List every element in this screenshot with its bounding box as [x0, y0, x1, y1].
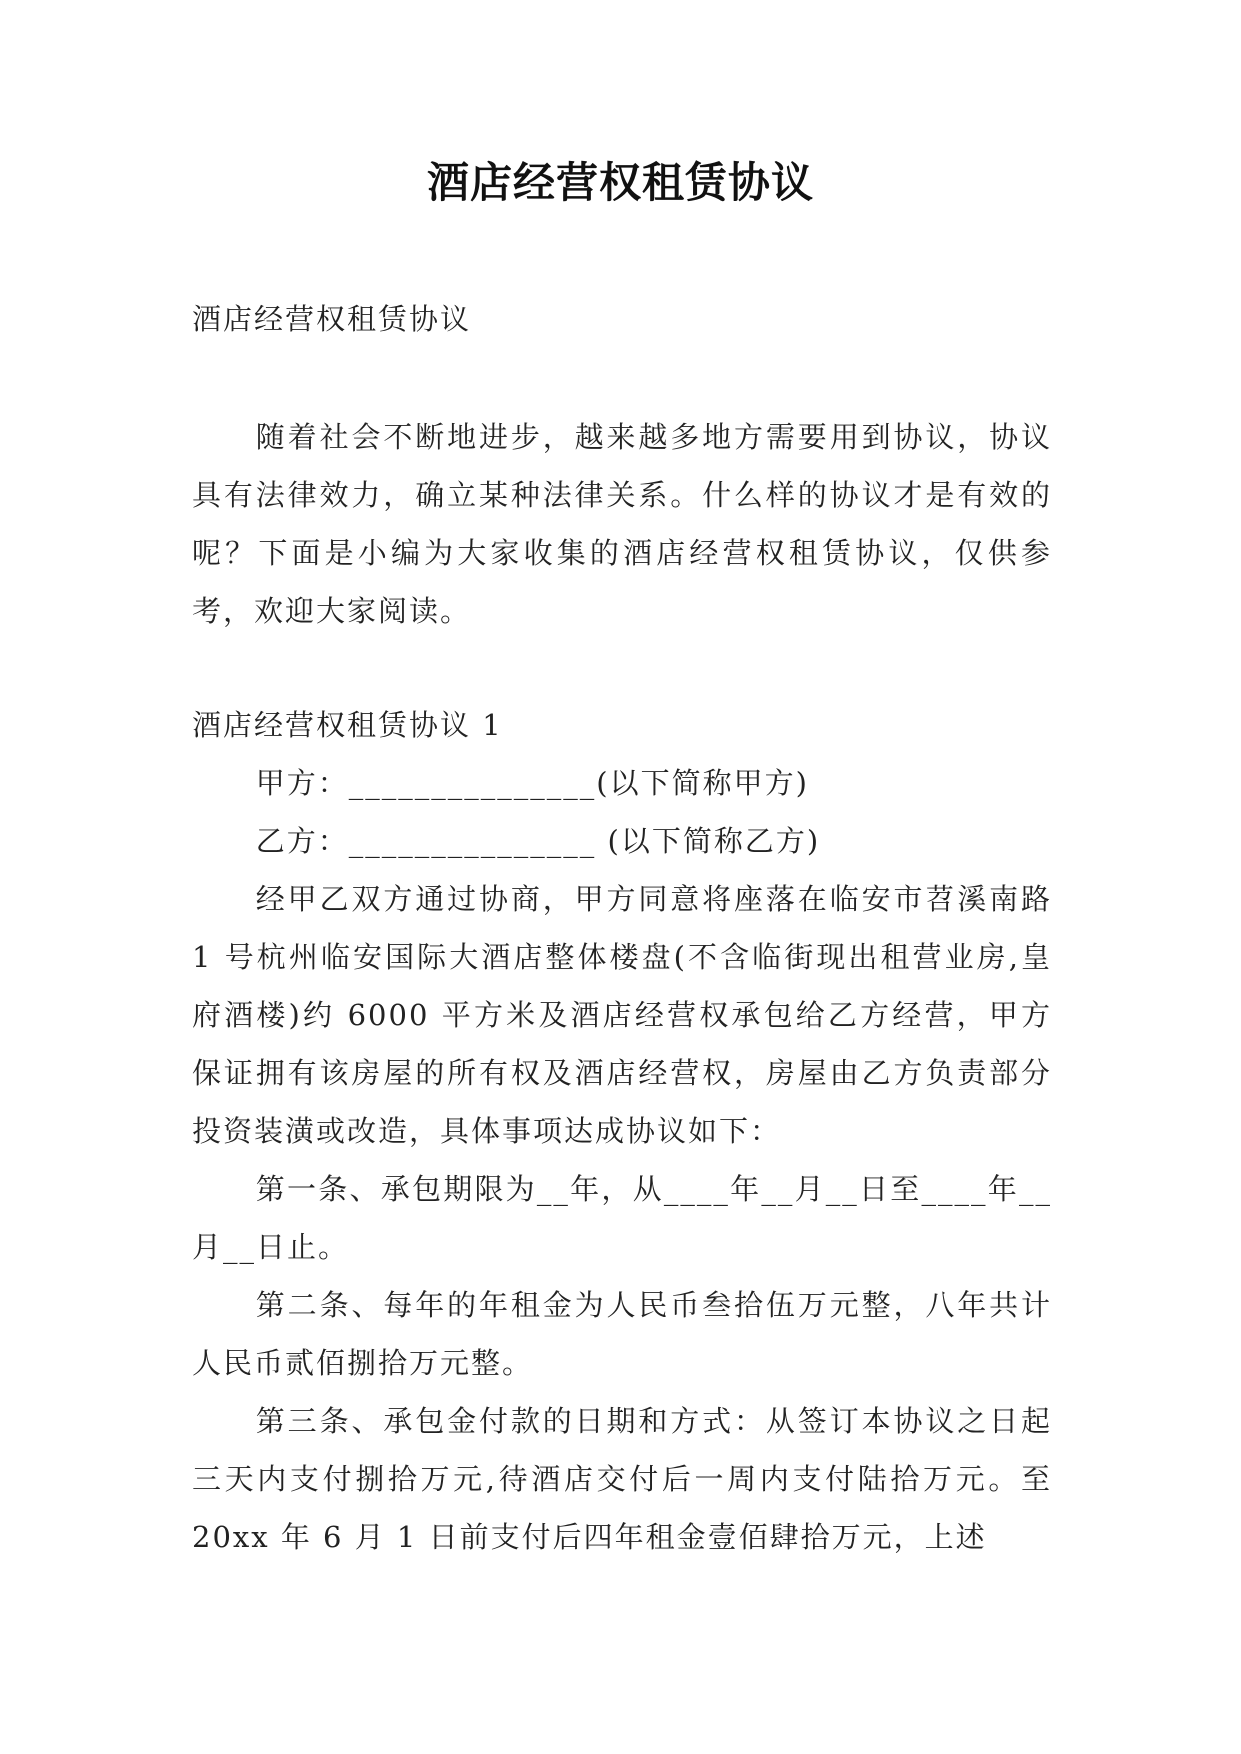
clause-intro-paragraph: 经甲乙双方通过协商，甲方同意将座落在临安市苕溪南路 1 号杭州临安国际大酒店整体楼盘(不含临街现出租营业房,皇府酒楼)约 6000 平方米及酒店经营权承包给乙方经营，甲方保证拥有该房屋的所有权及酒店经营权，房屋由乙方负责部分投资装潢或改造，具体事项达成协议如下：	[192, 882, 1052, 1148]
intro-paragraph: 随着社会不断地进步，越来越多地方需要用到协议，协议具有法律效力，确立某种法律关系。什么样的协议才是有效的呢？下面是小编为大家收集的酒店经营权租赁协议，仅供参考，欢迎大家阅读。	[192, 420, 1052, 628]
document-body	[192, 290, 1052, 1566]
article-2-paragraph: 第二条、每年的年租金为人民币叁拾伍万元整，八年共计人民币贰佰捌拾万元整。	[192, 1288, 1052, 1380]
party-b-line: 乙方：_______________ (以下简称乙方)	[255, 824, 821, 858]
article-1-paragraph: 第一条、承包期限为__年，从____年__月__日至____年__月__日止。	[192, 1172, 1052, 1264]
article-3-paragraph: 第三条、承包金付款的日期和方式：从签订本协议之日起三天内支付捌拾万元,待酒店交付后一周内支付陆拾万元。至 20xx 年 6 月 1 日前支付后四年租金壹佰肆拾万元，上述	[192, 1404, 1052, 1554]
document-title: 酒店经营权租赁协议	[426, 158, 814, 207]
document-subtitle: 酒店经营权租赁协议	[192, 302, 472, 336]
section-heading: 酒店经营权租赁协议 1	[192, 708, 503, 742]
party-a-line: 甲方：_______________(以下简称甲方)	[255, 766, 809, 800]
